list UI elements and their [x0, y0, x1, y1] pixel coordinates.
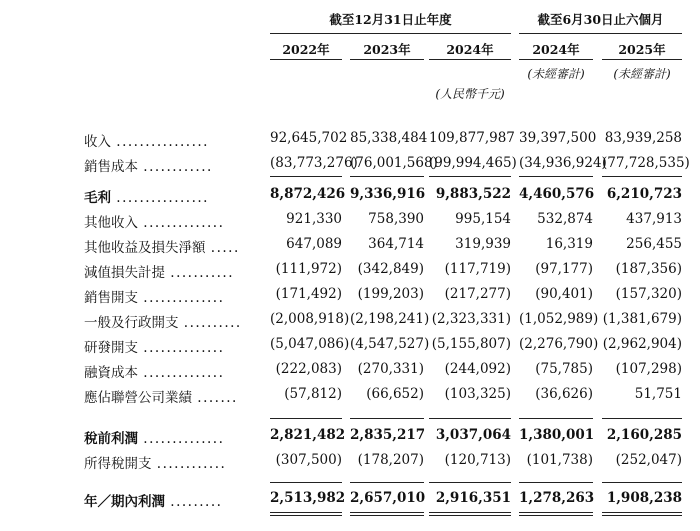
cell-value: (57,812) [284, 386, 342, 402]
table-row [0, 186, 700, 208]
cell-value: 758,390 [368, 211, 424, 227]
year-underline [429, 59, 511, 60]
cell-value: 2,657,010 [350, 490, 426, 506]
table-row [0, 261, 700, 283]
table-row [0, 211, 700, 233]
cell-value: (2,962,904) [602, 336, 682, 352]
cell-value: (307,500) [275, 452, 342, 468]
cell-value: 92,645,702 [270, 130, 348, 146]
cell-value: 2,821,482 [270, 427, 346, 443]
cell-value: (76,001,568) [350, 155, 438, 171]
cell-value: (222,083) [275, 361, 342, 377]
subtotal-rule [350, 176, 424, 177]
cell-value: 2,835,217 [350, 427, 426, 443]
cell-value: 364,714 [368, 236, 424, 252]
cell-value: (5,047,086) [270, 336, 350, 352]
subtotal-rule [270, 482, 342, 483]
cell-value: 995,154 [455, 211, 511, 227]
year-header: 2024年 [446, 42, 494, 57]
table-row [0, 155, 700, 177]
table-row [0, 286, 700, 308]
table-row [0, 386, 700, 408]
cell-value: (252,047) [615, 452, 682, 468]
cell-value: 9,883,522 [435, 186, 511, 202]
cell-value: 256,455 [626, 236, 682, 252]
cell-value: (157,320) [615, 286, 682, 302]
year-header: 2022年 [282, 42, 330, 57]
table-row [0, 452, 700, 474]
subtotal-rule [519, 482, 593, 483]
cell-value: (2,008,918) [270, 311, 350, 327]
row-label: 毛利 ................ [84, 190, 209, 206]
unaudited-note: (未經審計) [613, 67, 671, 81]
table-row [0, 427, 700, 449]
cell-value: 9,336,916 [350, 186, 426, 202]
year-header: 2023年 [363, 42, 411, 57]
cell-value: (2,276,790) [519, 336, 599, 352]
row-label: 減值損失計提 ........... [84, 265, 235, 281]
cell-value: (97,177) [535, 261, 593, 277]
cell-value: (75,785) [535, 361, 593, 377]
row-label: 其他收入 .............. [84, 215, 225, 231]
row-label: 一般及行政開支 .......... [84, 315, 242, 331]
cell-value: 4,460,576 [519, 186, 595, 202]
subtotal-rule [350, 418, 424, 419]
cell-value: 1,278,263 [519, 490, 595, 506]
cell-value: (187,356) [615, 261, 682, 277]
cell-value: (107,298) [615, 361, 682, 377]
cell-value: (101,738) [526, 452, 593, 468]
table-row [0, 311, 700, 333]
cell-value: (77,728,535) [602, 155, 690, 171]
period-group-header-h1: 截至6月30日止六個月 [537, 12, 664, 27]
row-label: 融資成本 .............. [84, 365, 225, 381]
subtotal-rule [350, 482, 424, 483]
cell-value: (117,719) [444, 261, 511, 277]
cell-value: 51,751 [634, 386, 682, 402]
cell-value: 39,397,500 [519, 130, 597, 146]
cell-value: 6,210,723 [606, 186, 682, 202]
cell-value: (103,325) [444, 386, 511, 402]
row-label: 應佔聯營公司業績 ....... [84, 390, 238, 406]
cell-value: 83,939,258 [604, 130, 682, 146]
year-header: 2024年 [532, 42, 580, 57]
cell-value: (5,155,807) [431, 336, 511, 352]
cell-value: 109,877,987 [429, 130, 515, 146]
total-double-rule [350, 512, 424, 516]
period-group-header-fy: 截至12月31日止年度 [329, 12, 452, 27]
group-underline [519, 33, 682, 34]
subtotal-rule [519, 176, 593, 177]
cell-value: 16,319 [545, 236, 593, 252]
cell-value: 2,513,982 [270, 490, 346, 506]
cell-value: (2,323,331) [431, 311, 511, 327]
cell-value: (1,381,679) [602, 311, 682, 327]
cell-value: 647,089 [286, 236, 342, 252]
table-row [0, 490, 700, 512]
cell-value: (83,773,276) [270, 155, 358, 171]
year-underline [602, 59, 682, 60]
cell-value: (178,207) [357, 452, 424, 468]
total-double-rule [270, 512, 342, 516]
cell-value: (111,972) [275, 261, 342, 277]
year-underline [350, 59, 424, 60]
subtotal-rule [602, 176, 682, 177]
cell-value: (1,052,989) [519, 311, 599, 327]
cell-value: (171,492) [275, 286, 342, 302]
total-double-rule [602, 512, 682, 516]
cell-value: (2,198,241) [350, 311, 430, 327]
cell-value: 85,338,484 [350, 130, 428, 146]
cell-value: 437,913 [626, 211, 682, 227]
subtotal-rule [429, 418, 511, 419]
row-label: 年／期內利潤 ......... [84, 494, 223, 510]
row-label: 研發開支 .............. [84, 340, 225, 356]
subtotal-rule [429, 482, 511, 483]
cell-value: (34,936,924) [519, 155, 607, 171]
cell-value: (270,331) [357, 361, 424, 377]
year-underline [519, 59, 593, 60]
subtotal-rule [519, 418, 593, 419]
cell-value: 2,160,285 [606, 427, 682, 443]
table-row [0, 130, 700, 152]
cell-value: 319,939 [455, 236, 511, 252]
row-label: 其他收益及損失淨額 ..... [84, 240, 240, 256]
row-label: 稅前利潤 .............. [84, 431, 225, 447]
cell-value: 532,874 [537, 211, 593, 227]
row-label: 銷售開支 .............. [84, 290, 225, 306]
cell-value: (199,203) [357, 286, 424, 302]
cell-value: (4,547,527) [350, 336, 430, 352]
cell-value: 1,380,001 [519, 427, 595, 443]
currency-unit-note: (人民幣千元) [435, 87, 505, 101]
total-double-rule [429, 512, 511, 516]
table-row [0, 336, 700, 358]
cell-value: 8,872,426 [270, 186, 346, 202]
row-label: 銷售成本 ............ [84, 159, 213, 175]
total-double-rule [519, 512, 593, 516]
cell-value: 3,037,064 [435, 427, 511, 443]
table-row [0, 361, 700, 383]
cell-value: (342,849) [357, 261, 424, 277]
cell-value: 921,330 [286, 211, 342, 227]
group-underline [270, 33, 511, 34]
cell-value: (99,994,465) [429, 155, 517, 171]
year-header: 2025年 [618, 42, 666, 57]
subtotal-rule [602, 482, 682, 483]
cell-value: (244,092) [444, 361, 511, 377]
row-label: 所得稅開支 ............ [84, 456, 227, 472]
cell-value: (120,713) [444, 452, 511, 468]
year-underline [270, 59, 342, 60]
subtotal-rule [270, 176, 342, 177]
subtotal-rule [429, 176, 511, 177]
cell-value: (90,401) [535, 286, 593, 302]
unaudited-note: (未經審計) [527, 67, 585, 81]
subtotal-rule [602, 418, 682, 419]
subtotal-rule [270, 418, 342, 419]
cell-value: (66,652) [366, 386, 424, 402]
cell-value: 1,908,238 [606, 490, 682, 506]
cell-value: (36,626) [535, 386, 593, 402]
cell-value: (217,277) [444, 286, 511, 302]
table-row [0, 236, 700, 258]
row-label: 收入 ................ [84, 134, 209, 150]
cell-value: 2,916,351 [435, 490, 511, 506]
